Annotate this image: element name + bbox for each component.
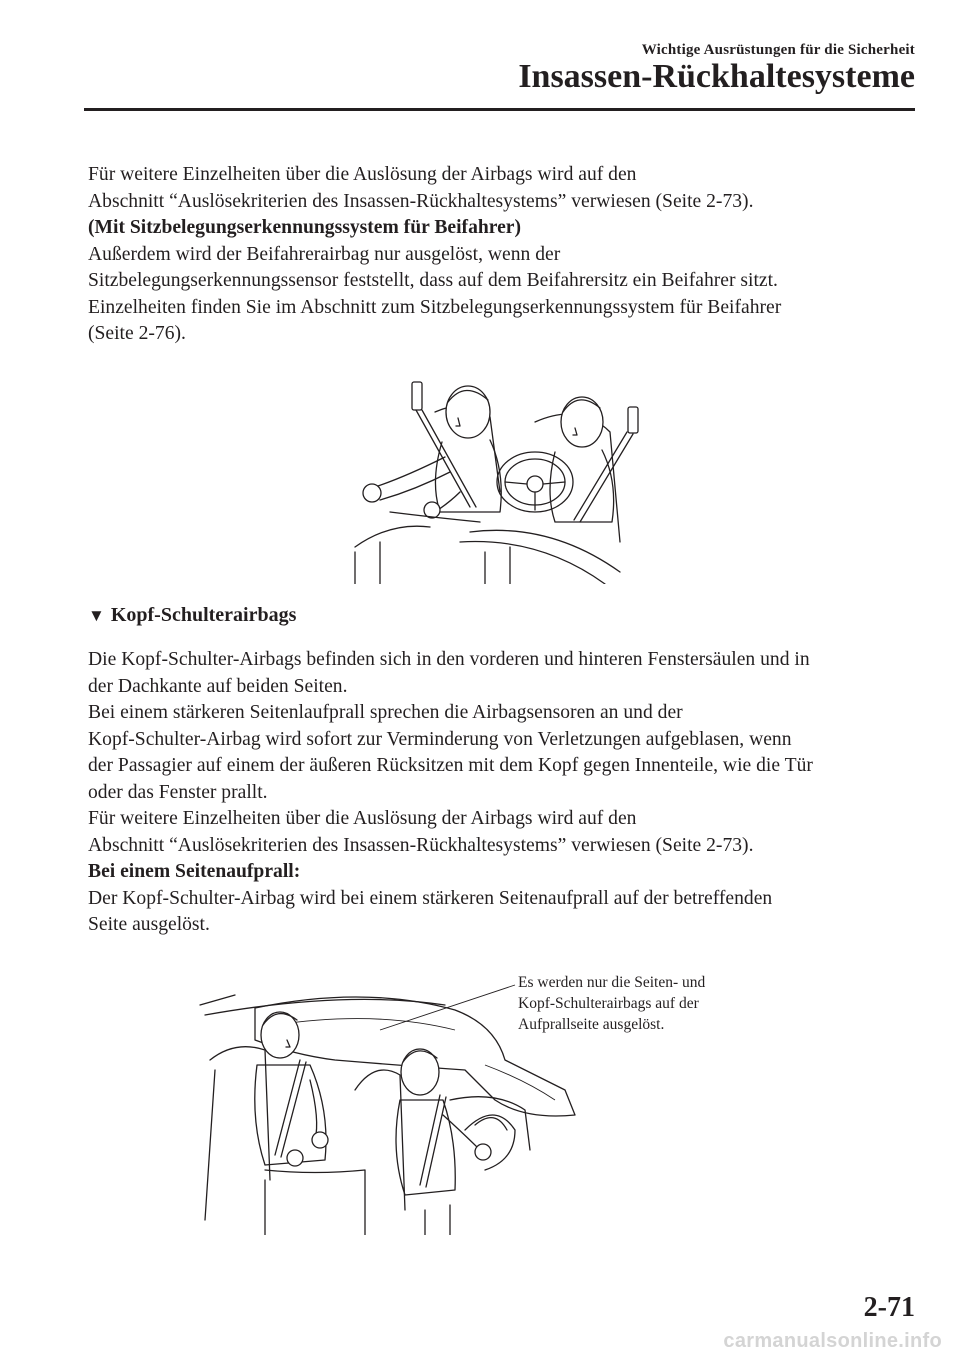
text-line: Außerdem wird der Beifahrerairbag nur ausgelöst, wenn der (88, 243, 561, 265)
text-line: (Seite 2-76). (88, 323, 186, 344)
text-line: Kopf-Schulter-Airbag wird sofort zur Verminderung von Verletzungen aufgeblasen, wenn (88, 728, 792, 750)
airbag-callout (518, 972, 705, 1035)
section-title: Kopf-Schulterairbags (110, 604, 297, 626)
watermark: carmanualsonline.info (723, 1330, 942, 1352)
text-line: Für weitere Einzelheiten über die Auslösung der Airbags wird auf den (88, 164, 637, 185)
text-line: Einzelheiten finden Sie im Abschnitt zum Sitzbelegungserkennungssystem für Beifahrer (88, 296, 782, 318)
text-line: Sitzbelegungserkennungssensor feststellt, dass auf dem Beifahrersitz ein Beifahrer sitzt. (88, 270, 778, 291)
text-line: Seite ausgelöst. (88, 914, 210, 935)
text-line: Für weitere Einzelheiten über die Auslösung der Airbags wird auf den (88, 808, 637, 829)
header-divider (84, 108, 915, 111)
body-paragraph (88, 647, 928, 939)
text-line: der Dachkante auf beiden Seiten. (88, 675, 348, 697)
callout-line: Aufprallseite ausgelöst. (518, 1016, 665, 1033)
section-heading (88, 604, 296, 627)
callout-line: Es werden nur die Seiten- und (518, 974, 706, 991)
page-number: 2-71 (863, 1292, 915, 1323)
passenger-detection-heading: (Mit Sitzbelegungserkennungssystem für Beifahrer) (88, 217, 522, 238)
text-line: der Passagier auf einem der äußeren Rücksitzen mit dem Kopf gegen Innenteile, wie die Tür (88, 755, 813, 776)
intro-paragraph (88, 162, 928, 348)
text-line: Abschnitt “Auslösekriterien des Insassen-Rückhaltesystems” verwiesen (Seite 2-73). (88, 834, 754, 856)
front-occupants-illustration (350, 372, 645, 584)
side-impact-heading: Bei einem Seitenaufprall: (88, 861, 301, 882)
text-line: Die Kopf-Schulter-Airbags befinden sich in den vorderen und hinteren Fenstersäulen und in (88, 649, 810, 670)
header-subtitle: Wichtige Ausrüstungen für die Sicherheit (641, 42, 915, 58)
text-line: Abschnitt “Auslösekriterien des Insassen-Rückhaltesystems” verwiesen (Seite 2-73). (88, 190, 754, 212)
text-line: Bei einem stärkeren Seitenlaufprall sprechen die Airbagsensoren an und der (88, 702, 683, 723)
callout-line: Kopf-Schulterairbags auf der (518, 995, 699, 1012)
text-line: oder das Fenster prallt. (88, 781, 268, 803)
text-line: Der Kopf-Schulter-Airbag wird bei einem stärkeren Seitenaufprall auf der betreffenden (88, 887, 773, 909)
section-marker-icon: ▼ (88, 606, 105, 625)
page-title: Insassen-Rückhaltesysteme (518, 58, 915, 95)
